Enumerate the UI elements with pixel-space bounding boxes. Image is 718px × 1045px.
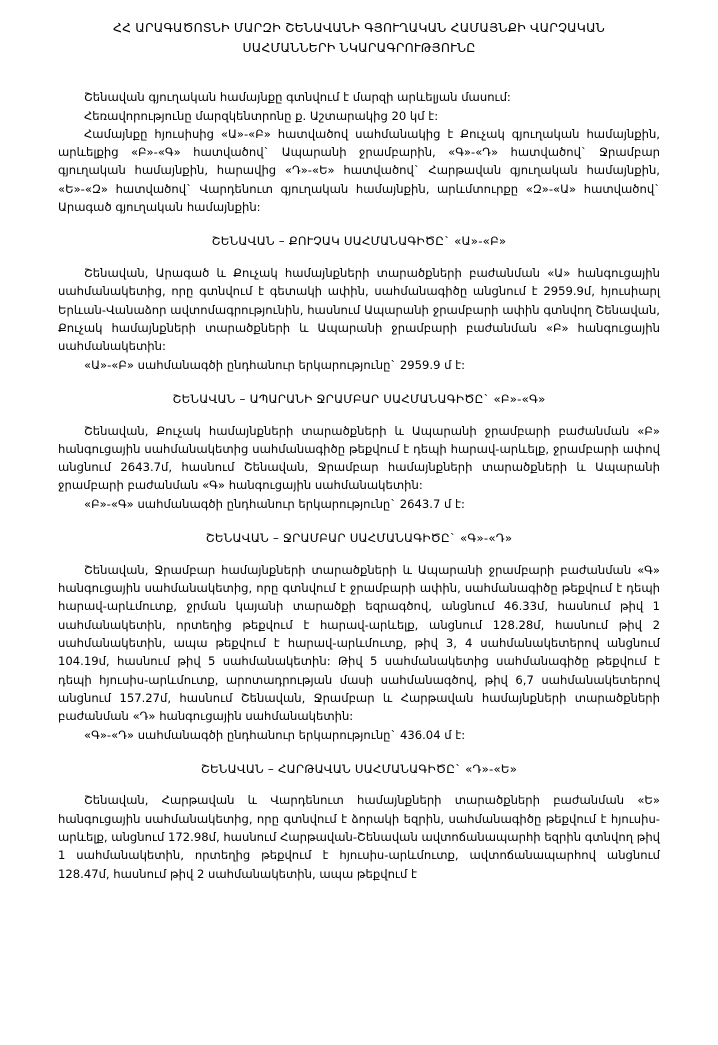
section-heading: ՇԵՆԱՎԱՆ – ԱՊԱՐԱՆԻ ՋՐԱՄԲԱՐ ՍԱՀՄԱՆԱԳԻԾԸ` «Բ»-«Գ» bbox=[172, 391, 546, 406]
section-shenavan-jrambar bbox=[58, 529, 660, 744]
document-title-line-1: ՀՀ ԱՐԱԳԱԾՈՏՆԻ ՄԱՐԶԻ ՇԵՆԱՎԱՆԻ ԳՅՈՒՂԱԿԱՆ ՀԱՄԱՅՆՔԻ ՎԱՐՉԱԿԱՆ bbox=[113, 20, 605, 35]
section-paragraph: Շենավան, Ջրամբար համայնքների տարածքների և Ապարանի ջրամբարի բաժանման «Գ» հանգուցային սահմանակետից, որը գտնվում է ջրամբարի ափին, սահմանագիծը թեքվում է դեպի հարավ-արևմուտք, ջրման կայանի տարածքի եզրագծով, անցնում 46.33մ, հասնում թիվ 1 սահմանակետին, որտեղից թեքվում է հարավ-արևելք, անցնում 128.28մ, հասնում թիվ 2 սահմանակետին, ապա թեքվում է հարավ-արևմուտք, թիվ 3, 4 սահմանակետերով անցնում 104.19մ, հասնում թիվ 5 սահմանակետին: Թիվ 5 սահմանակետից սահմանագիծը թեքվում է դեպի հյուսիս-արևմուտք, արոտադրության մասի սահմանագծով, թիվ 6,7 սահմանակետերով անցնում 157.27մ, հասնում Շենավան, Ջրամբար և Հարթավան համայնքների տարածքների բաժանման «Դ» հանգուցային սահմանակետին: bbox=[58, 562, 660, 724]
document-title-line-2: ՍԱՀՄԱՆՆԵՐԻ ՆԿԱՐԱԳՐՈՒԹՅՈՒՆԸ bbox=[242, 40, 476, 56]
section-length-note: «Ա»-«Բ» սահմանագծի ընդհանուր երկարությունը` 2959.9 մ է: bbox=[84, 357, 466, 372]
section-shenavan-aparan-reservoir bbox=[58, 390, 660, 513]
section-paragraph: Շենավան, Արագած և Քուչակ համայնքների տարածքների բաժանման «Ա» հանգուցային սահմանակետից, որը գտնվում է գետակի ափին, սահմանագիծը անցնում է 2959.9մ, հյուսիարլ Երևան-Վանաձոր ավտոմագրությունին, հասնում Ապարանի ջրամբարի ափին գտնվող Շենավան, Քուչակ համայնքների տարածքների և Ապարանի ջրամբարի բաժանման «Բ» հանգուցային սահմանակետին: bbox=[58, 266, 660, 354]
section-heading: ՇԵՆԱՎԱՆ – ՋՐԱՄԲԱՐ ՍԱՀՄԱՆԱԳԻԾԸ` «Գ»-«Դ» bbox=[205, 531, 513, 546]
intro-paragraph-2: Հեռավորությունը մարզկենտրոնը ք. Աշտարակից 20 կմ է: bbox=[84, 108, 439, 123]
section-length-note: «Գ»-«Դ» սահմանագծի ընդհանուր երկարությունը` 436.04 մ է: bbox=[84, 727, 466, 742]
section-heading: ՇԵՆԱՎԱՆ – ՔՈՒՉԱԿ ՍԱՀՄԱՆԱԳԻԾԸ` «Ա»-«Բ» bbox=[211, 234, 507, 249]
document-page bbox=[0, 18, 718, 1045]
section-paragraph: Շենավան, Հարթավան և Վարդենուտ համայնքների տարածքների բաժանման «Ե» հանգուցային սահմանակետից, որը գտնվում է ձորակի եզրին, սահմանագիծը թեքվում է հյուսիս-արևելք, անցնում 172.98մ, հասնում Հարթավան-Շենավան ավտոճանապարհի եզրին գտնվող թիվ 1 սահմանակետին, որտեղից թեքվում է հյուսիս-արևմուտք, ավտոճանապարհով անցնում 128.47մ, հասնում թիվ 2 սահմանակետին, ապա թեքվում է bbox=[58, 793, 661, 881]
intro-paragraph-1: Շենավան գյուղական համայնքը գտնվում է մարզի արևելյան մասում: bbox=[84, 90, 511, 105]
document-title bbox=[36, 18, 682, 58]
section-length-note: «Բ»-«Գ» սահմանագծի ընդհանուր երկարությունը` 2643.7 մ է: bbox=[84, 496, 465, 511]
intro-block bbox=[58, 88, 660, 216]
section-shenavan-kuchak bbox=[58, 232, 660, 374]
section-paragraph: Շենավան, Քուչակ համայնքների տարածքների և Ապարանի ջրամբարի բաժանման «Բ» հանգուցային սահմանակետից սահմանագիծը թեքվում է դեպի հարավ-արևելք, ջրամբարի ափով անցնում 2643.7մ, հասնում Շենավան, Ջրամբար համայնքների տարածքների և Ապարանի ջրամբարի բաժանման «Գ» հանգուցային սահմանակետին: bbox=[58, 423, 660, 493]
section-shenavan-hartavan bbox=[58, 760, 660, 883]
section-heading: ՇԵՆԱՎԱՆ – ՀԱՐԹԱՎԱՆ ՍԱՀՄԱՆԱԳԻԾԸ` «Դ»-«Ե» bbox=[200, 761, 518, 776]
document-body bbox=[58, 88, 660, 883]
intro-paragraph-3: Համայնքը հյուսիսից «Ա»-«Բ» հատվածով սահմանակից է Քուչակ գյուղական համայնքին, արևելքից «Բ»-«Գ» հատվածով` Ապարանի ջրամբարին, «Գ»-«Դ» հատվածով` Ջրամբար գյուղական համայնքին, հարավից «Դ»-«Ե» հատվածով` Հարթավան գյուղական համայնքին, «Ե»-«Զ» հատվածով` Վարդենուտ գյուղական համայնքին, արևմտուրքը «Զ»-«Ա» հատվածով` Արագած գյուղական համայնքին: bbox=[58, 126, 660, 215]
